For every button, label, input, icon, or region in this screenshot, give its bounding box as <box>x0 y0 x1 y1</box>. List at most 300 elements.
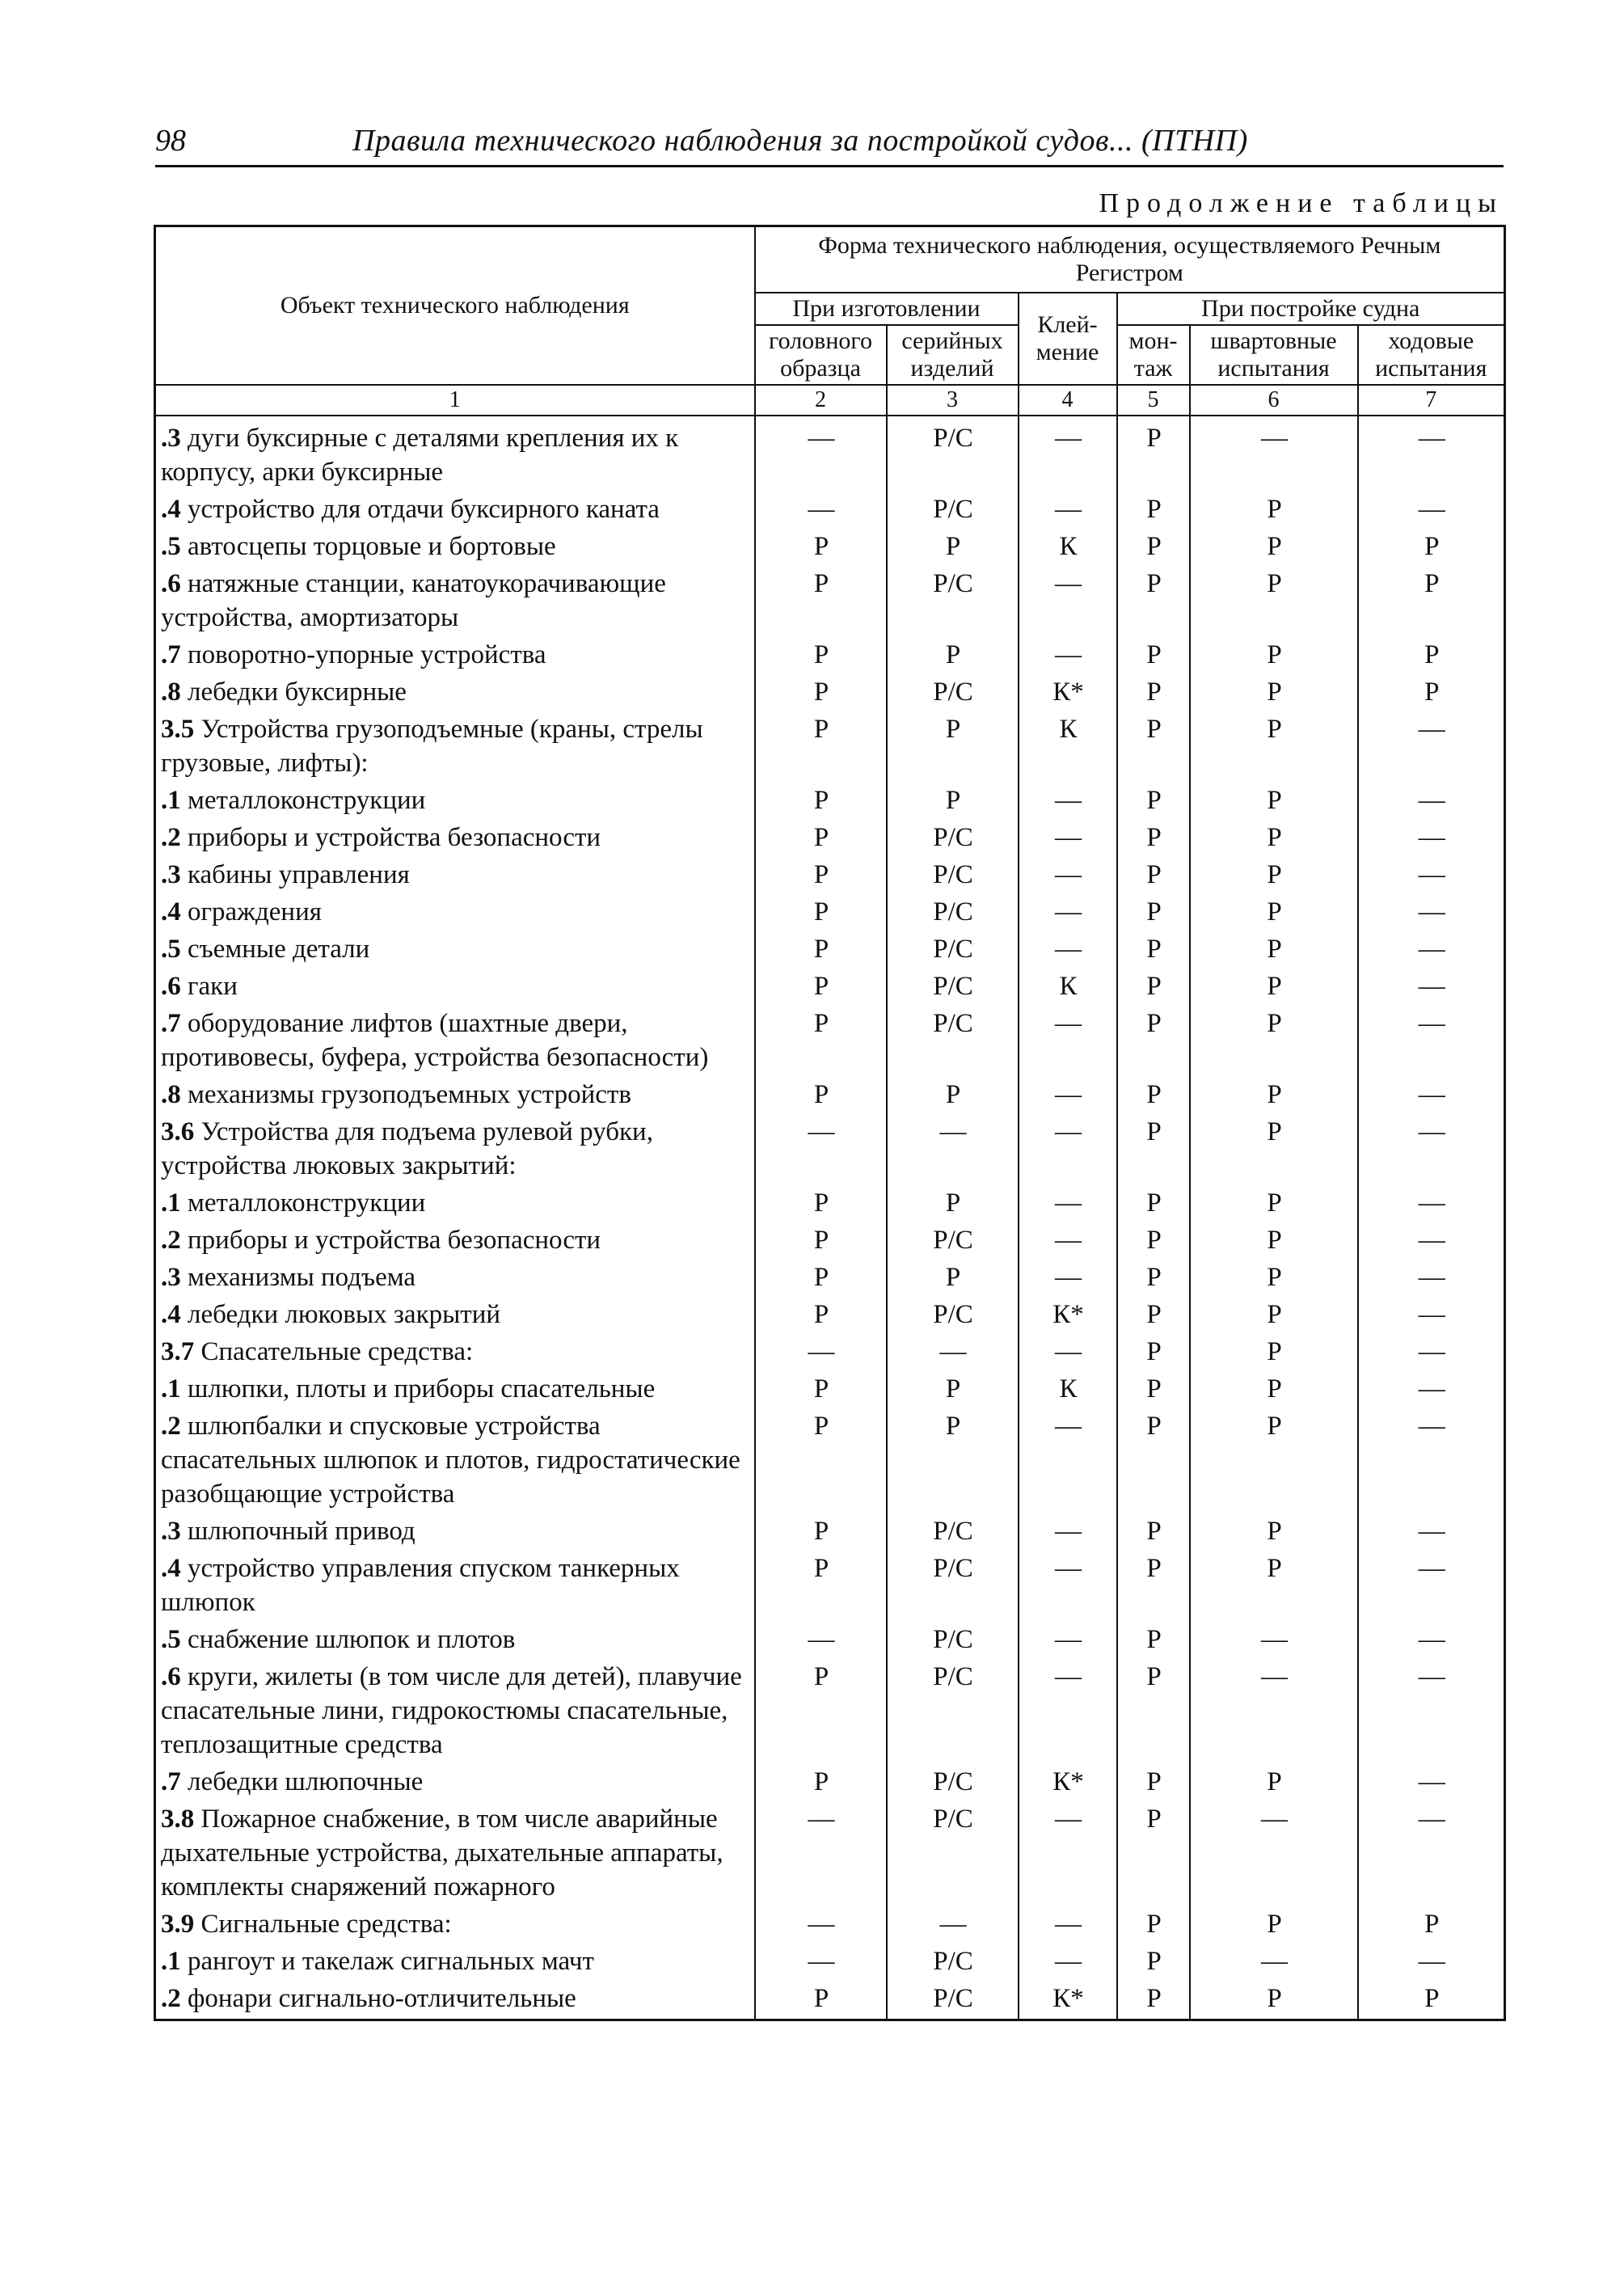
object-cell <box>155 1800 755 1906</box>
object-cell <box>155 1296 755 1333</box>
item-text: металлоконструкции <box>180 1188 426 1218</box>
branding-cell: — <box>1019 1259 1117 1296</box>
table-row <box>155 1296 1505 1333</box>
item-text: фонари сигнально-отличительные <box>180 1984 576 2013</box>
table-row <box>155 565 1505 636</box>
mooring-cell: Р <box>1190 1005 1358 1076</box>
mounting-cell: Р <box>1117 1906 1190 1943</box>
header-prototype: головного образца <box>755 325 887 385</box>
serial-cell: Р/С <box>887 1296 1019 1333</box>
object-cell <box>155 673 755 711</box>
item-text: съемные детали <box>180 935 370 964</box>
item-number: .8 <box>161 677 181 707</box>
item-number: .6 <box>161 569 181 598</box>
mounting-cell: Р <box>1117 931 1190 968</box>
table-row <box>155 1408 1505 1513</box>
mounting-cell: Р <box>1117 1333 1190 1370</box>
branding-cell: К <box>1019 1370 1117 1408</box>
sea-trials-cell: — <box>1358 1800 1505 1906</box>
table-row <box>155 1800 1505 1906</box>
serial-cell: Р/С <box>887 893 1019 931</box>
item-text: Спасательные средства: <box>194 1337 474 1366</box>
header-mooring-trials: швартовные испытания <box>1190 325 1358 385</box>
mounting-cell: Р <box>1117 1943 1190 1980</box>
branding-cell: К <box>1019 968 1117 1005</box>
item-text: снабжение шлюпок и плотов <box>180 1625 516 1654</box>
prototype-cell: Р <box>755 1222 887 1259</box>
sea-trials-cell: Р <box>1358 1906 1505 1943</box>
prototype-cell: — <box>755 1621 887 1658</box>
mooring-cell: Р <box>1190 1184 1358 1222</box>
mounting-cell: Р <box>1117 711 1190 782</box>
prototype-cell: Р <box>755 1005 887 1076</box>
mounting-cell: Р <box>1117 1113 1190 1184</box>
mooring-cell: Р <box>1190 1370 1358 1408</box>
object-cell <box>155 416 755 491</box>
object-cell <box>155 1513 755 1550</box>
sea-trials-cell: — <box>1358 782 1505 819</box>
header-manufacture-group: При изготовлении <box>755 293 1019 325</box>
prototype-cell: Р <box>755 1658 887 1763</box>
item-text: шлюпбалки и спусковые устройства спасательных шлюпок и плотов, гидростатические разобщающие устройства <box>161 1412 740 1509</box>
table-row <box>155 1370 1505 1408</box>
mounting-cell: Р <box>1117 1621 1190 1658</box>
item-number: .8 <box>161 1080 181 1109</box>
object-cell <box>155 1333 755 1370</box>
mounting-cell: Р <box>1117 1763 1190 1800</box>
item-number: .6 <box>161 972 181 1001</box>
mooring-cell: Р <box>1190 1113 1358 1184</box>
branding-cell: — <box>1019 416 1117 491</box>
prototype-cell: — <box>755 1943 887 1980</box>
item-number: .7 <box>161 1767 181 1796</box>
item-text: круги, жилеты (в том числе для детей), плавучие спасательные лини, гидрокостюмы спасательные, теплозащитные средства <box>161 1662 742 1759</box>
mooring-cell: Р <box>1190 1296 1358 1333</box>
object-cell <box>155 1658 755 1763</box>
object-cell <box>155 1222 755 1259</box>
sea-trials-cell: — <box>1358 893 1505 931</box>
branding-cell: — <box>1019 491 1117 528</box>
column-number: 2 <box>755 385 887 416</box>
sea-trials-cell: — <box>1358 1333 1505 1370</box>
prototype-cell: Р <box>755 893 887 931</box>
serial-cell: Р/С <box>887 491 1019 528</box>
serial-cell: Р/С <box>887 856 1019 893</box>
object-cell <box>155 1005 755 1076</box>
mooring-cell: Р <box>1190 1980 1358 2020</box>
sea-trials-cell: — <box>1358 1370 1505 1408</box>
sea-trials-cell: — <box>1358 416 1505 491</box>
prototype-cell: — <box>755 491 887 528</box>
sea-trials-cell: — <box>1358 1621 1505 1658</box>
sea-trials-cell: — <box>1358 856 1505 893</box>
item-number: .2 <box>161 1984 181 2013</box>
sea-trials-cell: — <box>1358 931 1505 968</box>
sea-trials-cell: Р <box>1358 528 1505 565</box>
prototype-cell: Р <box>755 1076 887 1113</box>
item-text: шлюпки, плоты и приборы спасательные <box>180 1374 656 1403</box>
header-construction-group: При постройке судна <box>1117 293 1505 325</box>
item-number: .4 <box>161 495 181 524</box>
column-number: 1 <box>155 385 755 416</box>
table-row <box>155 636 1505 673</box>
table-row <box>155 1005 1505 1076</box>
serial-cell: Р <box>887 1408 1019 1513</box>
sea-trials-cell: — <box>1358 1005 1505 1076</box>
sea-trials-cell: — <box>1358 1259 1505 1296</box>
column-number: 3 <box>887 385 1019 416</box>
item-number: .7 <box>161 640 181 669</box>
mounting-cell: Р <box>1117 673 1190 711</box>
prototype-cell: Р <box>755 782 887 819</box>
item-text: гаки <box>180 972 238 1001</box>
branding-cell: — <box>1019 931 1117 968</box>
table-row <box>155 1222 1505 1259</box>
mooring-cell: Р <box>1190 856 1358 893</box>
mooring-cell: — <box>1190 1621 1358 1658</box>
table-row <box>155 819 1505 856</box>
item-text: лебедки шлюпочные <box>180 1767 424 1796</box>
branding-cell: К* <box>1019 1763 1117 1800</box>
mounting-cell: Р <box>1117 1296 1190 1333</box>
item-text: оборудование лифтов (шахтные двери, противовесы, буфера, устройства безопасности) <box>161 1009 709 1072</box>
mounting-cell: Р <box>1117 1076 1190 1113</box>
serial-cell: Р <box>887 711 1019 782</box>
object-cell <box>155 1980 755 2020</box>
item-text: механизмы подъема <box>180 1263 416 1292</box>
table-row <box>155 1550 1505 1621</box>
table-row <box>155 968 1505 1005</box>
branding-cell: — <box>1019 1408 1117 1513</box>
serial-cell: Р/С <box>887 1550 1019 1621</box>
prototype-cell: Р <box>755 565 887 636</box>
mooring-cell: Р <box>1190 1513 1358 1550</box>
mooring-cell: Р <box>1190 673 1358 711</box>
prototype-cell: Р <box>755 636 887 673</box>
object-cell <box>155 1550 755 1621</box>
serial-cell: Р/С <box>887 1980 1019 2020</box>
prototype-cell: Р <box>755 711 887 782</box>
header-branding: Клей-мение <box>1019 293 1117 385</box>
header-mounting: мон-таж <box>1117 325 1190 385</box>
sea-trials-cell: — <box>1358 1513 1505 1550</box>
object-cell <box>155 1763 755 1800</box>
branding-cell: — <box>1019 1184 1117 1222</box>
branding-cell: — <box>1019 565 1117 636</box>
object-cell <box>155 1259 755 1296</box>
serial-cell: Р <box>887 782 1019 819</box>
prototype-cell: — <box>755 416 887 491</box>
item-number: 3.5 <box>161 715 195 744</box>
running-head <box>155 120 1504 167</box>
mooring-cell: Р <box>1190 528 1358 565</box>
item-text: натяжные станции, канатоукорачивающие устройства, амортизаторы <box>161 569 666 632</box>
item-text: металлоконструкции <box>180 786 426 815</box>
item-number: .3 <box>161 424 181 453</box>
mooring-cell: Р <box>1190 1763 1358 1800</box>
sea-trials-cell: Р <box>1358 636 1505 673</box>
table-body <box>155 416 1505 2020</box>
branding-cell: — <box>1019 1621 1117 1658</box>
serial-cell: Р/С <box>887 819 1019 856</box>
table-row <box>155 1184 1505 1222</box>
table-row <box>155 416 1505 491</box>
item-text: лебедки буксирные <box>180 677 407 707</box>
branding-cell: — <box>1019 1800 1117 1906</box>
column-number: 7 <box>1358 385 1505 416</box>
sea-trials-cell: — <box>1358 1550 1505 1621</box>
mounting-cell: Р <box>1117 528 1190 565</box>
table-continuation-label: Продолжение таблицы <box>1099 188 1504 218</box>
item-number: .2 <box>161 823 181 852</box>
sea-trials-cell: Р <box>1358 565 1505 636</box>
mounting-cell: Р <box>1117 856 1190 893</box>
prototype-cell: Р <box>755 1763 887 1800</box>
sea-trials-cell: — <box>1358 968 1505 1005</box>
item-text: устройство для отдачи буксирного каната <box>180 495 660 524</box>
table-row <box>155 491 1505 528</box>
table-row <box>155 1943 1505 1980</box>
object-cell <box>155 1184 755 1222</box>
mounting-cell: Р <box>1117 893 1190 931</box>
mounting-cell: Р <box>1117 1980 1190 2020</box>
mounting-cell: Р <box>1117 819 1190 856</box>
item-number: 3.9 <box>161 1910 195 1939</box>
mooring-cell: Р <box>1190 819 1358 856</box>
item-text: механизмы грузоподъемных устройств <box>180 1080 631 1109</box>
branding-cell: К* <box>1019 673 1117 711</box>
serial-cell: Р/С <box>887 968 1019 1005</box>
branding-cell: — <box>1019 1513 1117 1550</box>
supervision-table <box>154 225 1506 2021</box>
serial-cell: Р/С <box>887 1800 1019 1906</box>
serial-cell: Р/С <box>887 1943 1019 1980</box>
serial-cell: Р/С <box>887 416 1019 491</box>
sea-trials-cell: — <box>1358 1658 1505 1763</box>
object-cell <box>155 1113 755 1184</box>
branding-cell: К* <box>1019 1980 1117 2020</box>
serial-cell: Р <box>887 636 1019 673</box>
header-object: Объект технического наблюдения <box>155 226 755 386</box>
table-row <box>155 711 1505 782</box>
branding-cell: — <box>1019 1005 1117 1076</box>
sea-trials-cell: — <box>1358 1222 1505 1259</box>
item-text: дуги буксирные с деталями крепления их к корпусу, арки буксирные <box>161 424 679 487</box>
branding-cell: — <box>1019 819 1117 856</box>
item-number: 3.8 <box>161 1804 195 1834</box>
serial-cell: Р/С <box>887 1763 1019 1800</box>
mooring-cell: Р <box>1190 1076 1358 1113</box>
branding-cell: — <box>1019 856 1117 893</box>
mounting-cell: Р <box>1117 1259 1190 1296</box>
branding-cell: — <box>1019 1943 1117 1980</box>
mooring-cell: Р <box>1190 1259 1358 1296</box>
item-number: .5 <box>161 1625 181 1654</box>
mooring-cell: Р <box>1190 968 1358 1005</box>
sea-trials-cell: — <box>1358 1184 1505 1222</box>
table-row <box>155 1763 1505 1800</box>
item-number: 3.6 <box>161 1117 195 1146</box>
sea-trials-cell: — <box>1358 491 1505 528</box>
object-cell <box>155 636 755 673</box>
mooring-cell: — <box>1190 416 1358 491</box>
item-number: .2 <box>161 1412 181 1441</box>
serial-cell: Р/С <box>887 1658 1019 1763</box>
item-text: приборы и устройства безопасности <box>180 823 601 852</box>
prototype-cell: Р <box>755 819 887 856</box>
sea-trials-cell: — <box>1358 1763 1505 1800</box>
mounting-cell: Р <box>1117 968 1190 1005</box>
page-number: 98 <box>155 124 186 158</box>
serial-cell: Р <box>887 1259 1019 1296</box>
object-cell <box>155 1621 755 1658</box>
item-text: поворотно-упорные устройства <box>180 640 546 669</box>
table-row <box>155 1906 1505 1943</box>
mooring-cell: Р <box>1190 491 1358 528</box>
table-row <box>155 528 1505 565</box>
column-number: 6 <box>1190 385 1358 416</box>
branding-cell: — <box>1019 1333 1117 1370</box>
prototype-cell: — <box>755 1800 887 1906</box>
table-row <box>155 1076 1505 1113</box>
item-number: .3 <box>161 860 181 889</box>
object-cell <box>155 856 755 893</box>
item-text: приборы и устройства безопасности <box>180 1226 601 1255</box>
object-cell <box>155 565 755 636</box>
prototype-cell: Р <box>755 528 887 565</box>
item-text: Сигнальные средства: <box>194 1910 452 1939</box>
table-row <box>155 1513 1505 1550</box>
mounting-cell: Р <box>1117 416 1190 491</box>
item-number: .6 <box>161 1662 181 1691</box>
table-row <box>155 1113 1505 1184</box>
item-number: .4 <box>161 1300 181 1329</box>
branding-cell: — <box>1019 1222 1117 1259</box>
item-number: .1 <box>161 1188 181 1218</box>
object-cell <box>155 1408 755 1513</box>
prototype-cell: Р <box>755 1513 887 1550</box>
item-text: шлюпочный привод <box>180 1517 415 1546</box>
prototype-cell: — <box>755 1333 887 1370</box>
sea-trials-cell: — <box>1358 1943 1505 1980</box>
item-text: устройство управления спуском танкерных шлюпок <box>161 1554 680 1617</box>
object-cell <box>155 1906 755 1943</box>
object-cell <box>155 782 755 819</box>
branding-cell: К* <box>1019 1296 1117 1333</box>
serial-cell: Р/С <box>887 1222 1019 1259</box>
mooring-cell: Р <box>1190 931 1358 968</box>
serial-cell: Р <box>887 1076 1019 1113</box>
mounting-cell: Р <box>1117 1658 1190 1763</box>
branding-cell: — <box>1019 1658 1117 1763</box>
mounting-cell: Р <box>1117 1370 1190 1408</box>
prototype-cell: Р <box>755 856 887 893</box>
object-cell <box>155 711 755 782</box>
item-number: .4 <box>161 1554 181 1583</box>
sea-trials-cell: — <box>1358 819 1505 856</box>
serial-cell: Р/С <box>887 1005 1019 1076</box>
item-number: .3 <box>161 1517 181 1546</box>
prototype-cell: Р <box>755 1980 887 2020</box>
running-title: Правила технического наблюдения за постройкой судов... (ПТНП) <box>352 124 1248 158</box>
item-text: Устройства грузоподъемные (краны, стрелы грузовые, лифты): <box>161 715 703 778</box>
mounting-cell: Р <box>1117 782 1190 819</box>
item-text: кабины управления <box>180 860 410 889</box>
sea-trials-cell: Р <box>1358 673 1505 711</box>
mooring-cell: Р <box>1190 782 1358 819</box>
table-row <box>155 1333 1505 1370</box>
object-cell <box>155 819 755 856</box>
table-row <box>155 1980 1505 2020</box>
prototype-cell: Р <box>755 1184 887 1222</box>
mounting-cell: Р <box>1117 1184 1190 1222</box>
item-text: Устройства для подъема рулевой рубки, устройства люковых закрытий: <box>161 1117 653 1180</box>
mooring-cell: Р <box>1190 1550 1358 1621</box>
item-text: автосцепы торцовые и бортовые <box>180 532 556 561</box>
prototype-cell: Р <box>755 673 887 711</box>
object-cell <box>155 893 755 931</box>
mooring-cell: Р <box>1190 636 1358 673</box>
object-cell <box>155 1943 755 1980</box>
object-cell <box>155 968 755 1005</box>
serial-cell: — <box>887 1906 1019 1943</box>
sea-trials-cell: — <box>1358 711 1505 782</box>
item-number: 3.7 <box>161 1337 195 1366</box>
serial-cell: Р <box>887 1184 1019 1222</box>
mounting-cell: Р <box>1117 491 1190 528</box>
mounting-cell: Р <box>1117 636 1190 673</box>
serial-cell: Р/С <box>887 1621 1019 1658</box>
serial-cell: Р/С <box>887 565 1019 636</box>
item-number: .5 <box>161 935 181 964</box>
mooring-cell: Р <box>1190 1906 1358 1943</box>
object-cell <box>155 931 755 968</box>
serial-cell: — <box>887 1333 1019 1370</box>
item-text: Пожарное снабжение, в том числе аварийные дыхательные устройства, дыхательные аппараты, комплекты снаряжений пожарного <box>161 1804 723 1902</box>
branding-cell: — <box>1019 1113 1117 1184</box>
serial-cell: Р/С <box>887 931 1019 968</box>
mooring-cell: Р <box>1190 1222 1358 1259</box>
header-sea-trials: ходовые испытания <box>1358 325 1505 385</box>
column-number: 4 <box>1019 385 1117 416</box>
table-row <box>155 856 1505 893</box>
table-row <box>155 893 1505 931</box>
sea-trials-cell: — <box>1358 1296 1505 1333</box>
header-form-group: Форма технического наблюдения, осуществляемого Речным Регистром <box>755 226 1505 293</box>
sea-trials-cell: — <box>1358 1408 1505 1513</box>
table-row <box>155 1621 1505 1658</box>
prototype-cell: Р <box>755 968 887 1005</box>
item-number: .3 <box>161 1263 181 1292</box>
item-number: .7 <box>161 1009 181 1038</box>
mounting-cell: Р <box>1117 1550 1190 1621</box>
serial-cell: — <box>887 1113 1019 1184</box>
mooring-cell: Р <box>1190 711 1358 782</box>
mooring-cell: Р <box>1190 565 1358 636</box>
object-cell <box>155 1076 755 1113</box>
mounting-cell: Р <box>1117 1800 1190 1906</box>
column-number: 5 <box>1117 385 1190 416</box>
prototype-cell: Р <box>755 1550 887 1621</box>
branding-cell: — <box>1019 1906 1117 1943</box>
sea-trials-cell: — <box>1358 1076 1505 1113</box>
prototype-cell: Р <box>755 931 887 968</box>
mounting-cell: Р <box>1117 1513 1190 1550</box>
branding-cell: — <box>1019 893 1117 931</box>
object-cell <box>155 491 755 528</box>
mounting-cell: Р <box>1117 1408 1190 1513</box>
item-number: .1 <box>161 1947 181 1976</box>
